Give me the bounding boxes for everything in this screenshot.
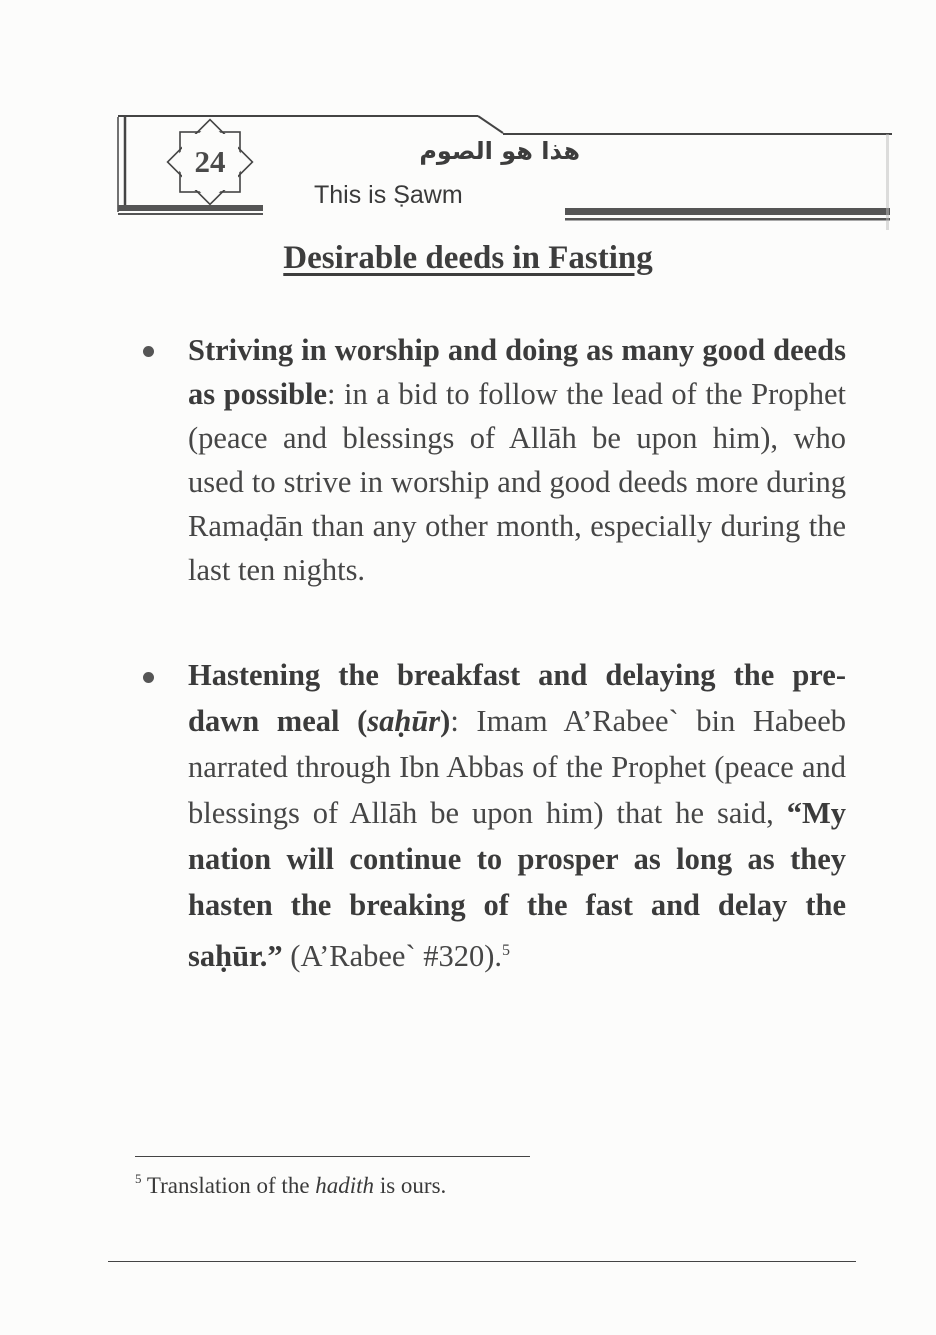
bottom-divider (108, 1261, 856, 1262)
header-frame (0, 0, 936, 240)
bullet-1-body: : in a bid to follow the lead of the Prophet (peace and blessings of Allāh be upon him), who used to strive in worship and good deeds more during Ramaḍān than any other month, especially during the last ten nights. (188, 377, 846, 587)
english-running-title: This is Ṣawm (314, 181, 463, 209)
header-right-bar-thin (565, 218, 890, 221)
header-slant-line (478, 116, 503, 133)
bullet-2-body: : Imam A’Rabee` bin Habeeb narrated through Ibn Abbas of the Prophet (peace and blessings of Allāh be upon him) that he said, (188, 704, 846, 830)
bullet-2-italic-term: saḥūr (367, 704, 441, 738)
header-edge-shadow (886, 134, 889, 230)
section-heading: Desirable deeds in Fasting (283, 240, 653, 276)
footnote-marker: 5 (135, 1171, 142, 1186)
header-right-bar (565, 208, 890, 215)
bullet-2-bold-lead: Hastening the breakfast and delaying the pre-dawn meal ( (188, 658, 846, 738)
bullet-item-2: Hastening the breakfast and delaying the pre-dawn meal (saḥūr): Imam A’Rabee` bin Habeeb narrated through Ibn Abbas of the Prophet (peace and blessings of Allāh be upon him) that he said, “My nation will continue to prosper as long as they hasten the breaking of the fast and delay the saḥūr.” (A’Rabee` #320).$^5$ (188, 658, 846, 974)
page-number: 24 (194, 144, 226, 179)
arabic-running-title: هذا هو الصوم (419, 137, 580, 165)
header-left-bar (118, 205, 263, 211)
footnote: $^5$ Translation of the hadith is ours. (135, 1171, 447, 1198)
footnote-divider (135, 1156, 530, 1157)
footnote-italic-word: hadith (315, 1173, 375, 1198)
hadith-quote: “My nation will continue to prosper as long as they hasten the breaking of the fast and delay the saḥūr.” (188, 796, 846, 974)
header-left-bar-thin (118, 213, 263, 215)
bullet-dot-2 (143, 672, 154, 683)
citation: (A’Rabee` #320). (282, 939, 503, 974)
bullet-item-1 (188, 328, 846, 592)
bullet-dot-1 (143, 346, 154, 357)
footnote-reference: 5 (502, 942, 511, 959)
bullet-1-bold-lead: Striving in worship and doing as many good deeds as possible (188, 333, 846, 411)
